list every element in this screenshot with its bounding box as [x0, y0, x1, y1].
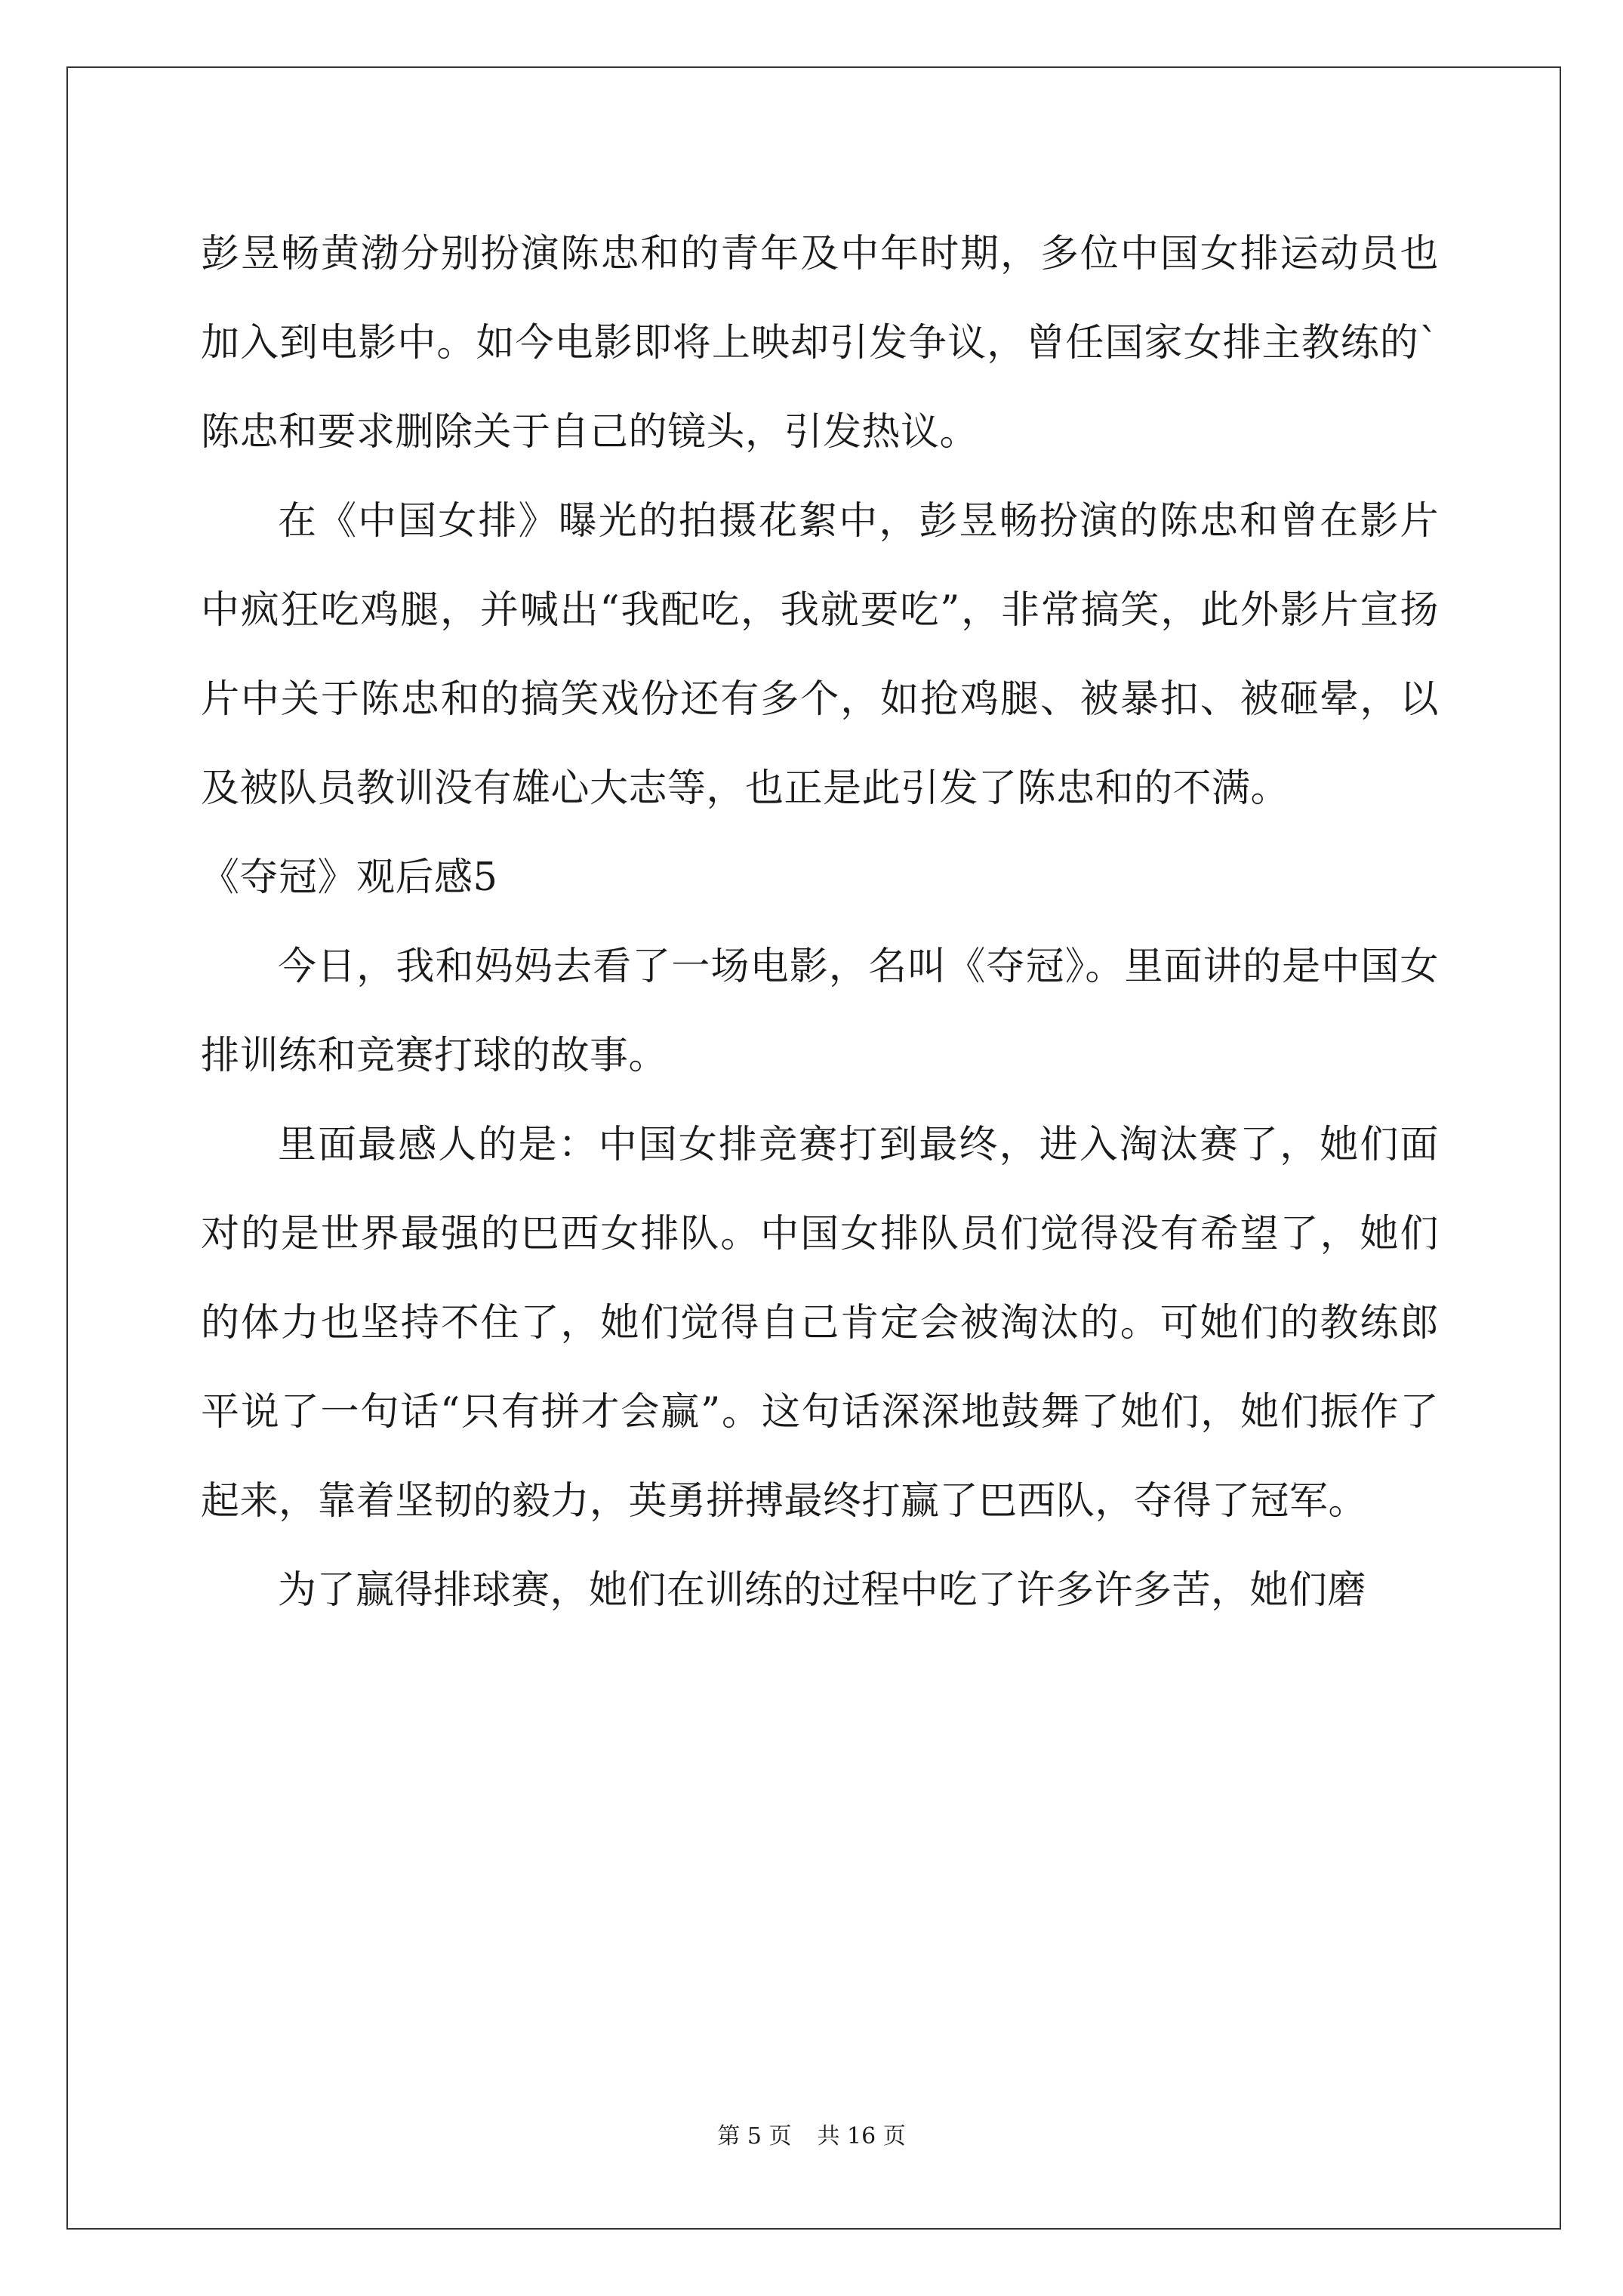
paragraph-moving-part: 里面最感人的是：中国女排竞赛打到最终，进入淘汰赛了，她们面对的是世界最强的巴西女排队。中国女排队员们觉得没有希望了，她们的体力也坚持不住了，她们觉得自己肯定会被淘汰的。可她们的教练郎平说了一句话“只有拼才会赢”。这句话深深地鼓舞了她们，她们振作了起来，靠着坚韧的毅力，英勇拼搏最终打赢了巴西队，夺得了冠军。: [201, 1123, 1439, 1524]
page-total: 共 16 页: [817, 2123, 906, 2150]
section-heading: 《夺冠》观后感5: [201, 855, 498, 900]
paragraph-training: 为了赢得排球赛，她们在训练的过程中吃了许多许多苦，她们磨: [278, 1568, 1367, 1613]
page-number: 第 5 页: [717, 2123, 792, 2150]
page-footer: [0, 2122, 1623, 2152]
paragraph-movie-intro: 今日，我和妈妈去看了一场电影，名叫《夺冠》。里面讲的是中国女排训练和竞赛打球的故事。: [201, 945, 1439, 1078]
paragraph-behind-the-scenes: 在《中国女排》曝光的拍摄花絮中，彭昱畅扮演的陈忠和曾在影片中疯狂吃鸡腿，并喊出“我配吃，我就要吃”，非常搞笑，此外影片宣扬片中关于陈忠和的搞笑戏份还有多个，如抢鸡腿、被暴扣、被砸晕，以及被队员教训没有雄心大志等，也正是此引发了陈忠和的不满。: [201, 499, 1439, 811]
document-body: [201, 210, 1439, 1635]
paragraph-intro: 彭昱畅黄渤分别扮演陈忠和的青年及中年时期，多位中国女排运动员也加入到电影中。如今电影即将上映却引发争议，曾任国家女排主教练的`陈忠和要求删除关于自己的镜头，引发热议。: [201, 232, 1439, 455]
